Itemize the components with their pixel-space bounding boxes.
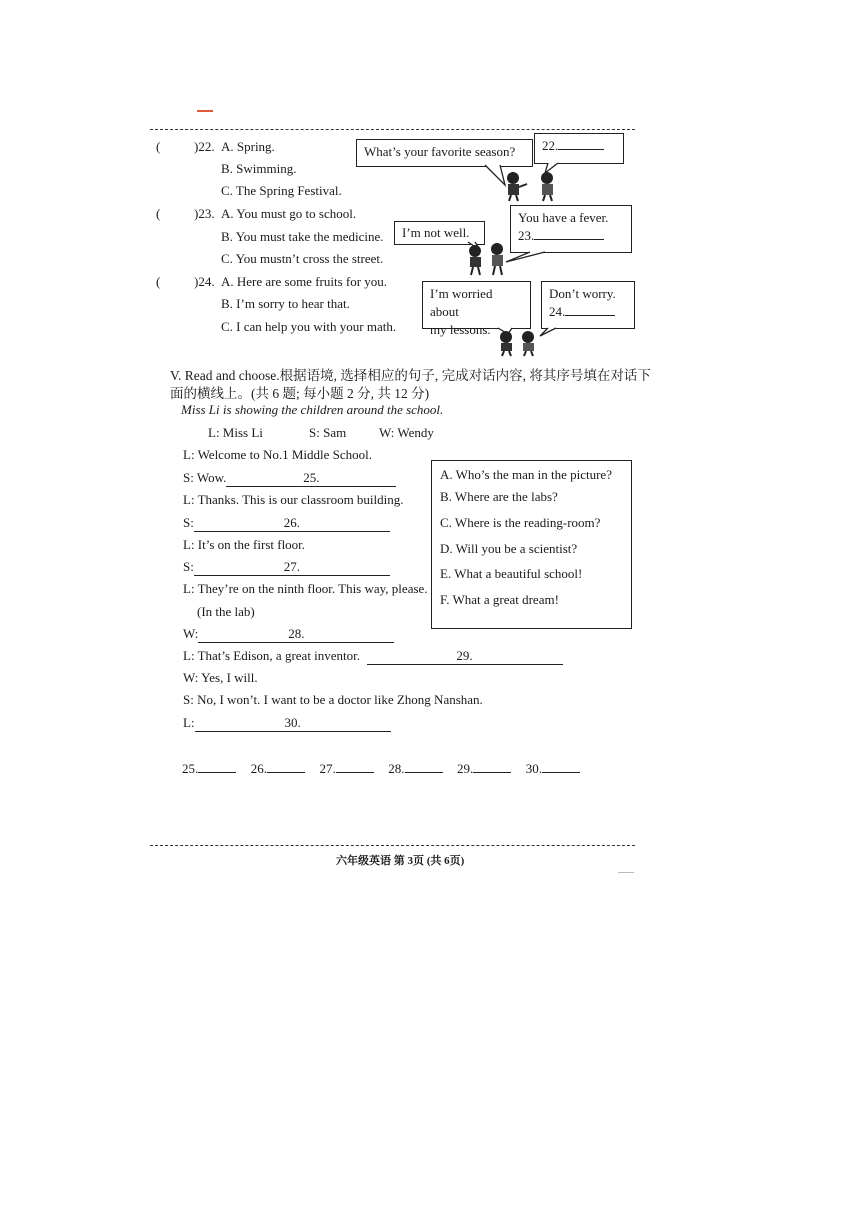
line-prefix: S: Wow. bbox=[183, 470, 227, 485]
bubble-text: What’s your favorite season? bbox=[364, 144, 516, 159]
option-a: A. You must go to school. bbox=[221, 206, 357, 221]
dialogue-line-12: S: No, I won’t. I want to be a doctor like Zhong Nanshan. bbox=[183, 692, 483, 707]
blank-28[interactable]: 28. bbox=[198, 626, 394, 643]
blank-27[interactable]: 27. bbox=[194, 559, 390, 576]
question-number: )24. bbox=[194, 274, 215, 289]
answer-blank[interactable] bbox=[558, 149, 604, 150]
line-prefix: S: bbox=[183, 515, 194, 530]
dialogue-line-8: (In the lab) bbox=[197, 604, 255, 619]
answer-label-30: 30. bbox=[525, 761, 542, 776]
dialogue-intro: Miss Li is showing the children around the school. bbox=[181, 402, 444, 417]
answer-row bbox=[182, 761, 580, 777]
answer-blank[interactable] bbox=[565, 315, 615, 316]
page-footer: 六年级英语 第 3页 (共 6页) bbox=[336, 855, 465, 867]
bottom-divider bbox=[150, 845, 635, 846]
speech-bubble-worry bbox=[422, 281, 531, 337]
question-number: )22. bbox=[194, 139, 215, 154]
option-f: F. What a great dream! bbox=[440, 592, 559, 607]
speech-bubble-question bbox=[356, 139, 533, 167]
answer-blank[interactable] bbox=[534, 239, 604, 240]
bubble-answer-label: 23. bbox=[518, 228, 535, 243]
blank-26[interactable]: 26. bbox=[194, 515, 390, 532]
dialogue-line-2 bbox=[183, 470, 396, 487]
option-c: C. You mustn’t cross the street. bbox=[221, 251, 384, 266]
option-a: A. Spring. bbox=[221, 139, 275, 154]
speech-bubble-answer bbox=[534, 133, 624, 164]
answer-blank-27[interactable] bbox=[336, 772, 374, 773]
blank-29[interactable]: 29. bbox=[367, 648, 563, 665]
answer-blank-26[interactable] bbox=[267, 772, 305, 773]
speaker-miss-li: L: Miss Li bbox=[208, 425, 263, 440]
question-number: )23. bbox=[194, 206, 215, 221]
option-e: E. What a beautiful school! bbox=[440, 566, 583, 581]
option-b: B. Swimming. bbox=[221, 161, 297, 176]
speech-bubble-answer bbox=[541, 281, 635, 329]
speaker-wendy: W: Wendy bbox=[379, 425, 434, 440]
answer-label-25: 25. bbox=[182, 761, 199, 776]
option-b: B. You must take the medicine. bbox=[221, 229, 384, 244]
option-c: C. I can help you with your math. bbox=[221, 319, 397, 334]
dialogue-line-11: W: Yes, I will. bbox=[183, 670, 258, 685]
option-c: C. The Spring Festival. bbox=[221, 183, 342, 198]
scan-mark bbox=[197, 110, 213, 112]
answer-blank-28[interactable] bbox=[405, 772, 443, 773]
line-prefix: L: bbox=[183, 715, 195, 730]
blank-30[interactable]: 30. bbox=[195, 715, 391, 732]
dialogue-line-4 bbox=[183, 515, 390, 532]
dialogue-line-7: L: They’re on the ninth floor. This way, please. bbox=[183, 581, 428, 596]
dialogue-line-13 bbox=[183, 715, 391, 732]
paren-open: ( bbox=[156, 206, 161, 221]
option-d: D. Will you be a scientist? bbox=[440, 541, 578, 556]
answer-blank-30[interactable] bbox=[542, 772, 580, 773]
line-prefix: W: bbox=[183, 626, 199, 641]
options-box bbox=[431, 460, 632, 629]
top-divider bbox=[150, 129, 635, 130]
bubble-line-1: Don’t worry. bbox=[549, 286, 616, 301]
bubble-line-1: You have a fever. bbox=[518, 210, 609, 225]
kids-illustration bbox=[496, 330, 546, 356]
bubble-line-1: I’m worried about bbox=[430, 286, 493, 319]
option-c: C. Where is the reading-room? bbox=[440, 515, 601, 530]
section-heading-line-1: V. Read and choose.根据语境, 选择相应的句子, 完成对话内容, 将其序号填在对话下 bbox=[170, 368, 651, 383]
section-heading-line-2: 面的横线上。(共 6 题; 每小题 2 分, 共 12 分) bbox=[170, 386, 430, 401]
answer-label-28: 28. bbox=[388, 761, 405, 776]
answer-blank-25[interactable] bbox=[198, 772, 236, 773]
line-prefix: S: bbox=[183, 559, 194, 574]
paren-open: ( bbox=[156, 139, 161, 154]
dialogue-line-1: L: Welcome to No.1 Middle School. bbox=[183, 447, 372, 462]
scan-mark-bottom bbox=[618, 872, 634, 873]
kids-illustration bbox=[503, 170, 563, 202]
speaker-sam: S: Sam bbox=[309, 425, 347, 440]
bubble-answer-label: 24. bbox=[549, 304, 566, 319]
answer-blank-29[interactable] bbox=[473, 772, 511, 773]
answer-label-27: 27. bbox=[319, 761, 336, 776]
dialogue-line-10 bbox=[183, 648, 563, 665]
dialogue-line-3: L: Thanks. This is our classroom building. bbox=[183, 492, 404, 507]
option-a: A. Here are some fruits for you. bbox=[221, 274, 388, 289]
bubble-line-2: my lessons. bbox=[430, 322, 491, 337]
bubble-text: I’m not well. bbox=[402, 225, 470, 240]
option-a: A. Who’s the man in the picture? bbox=[440, 467, 612, 482]
dialogue-line-9 bbox=[183, 626, 394, 643]
speech-bubble-answer bbox=[510, 205, 632, 253]
kids-illustration bbox=[465, 242, 515, 276]
paren-open: ( bbox=[156, 274, 161, 289]
line-prefix: L: That’s Edison, a great inventor. bbox=[183, 648, 361, 663]
option-b: B. I’m sorry to hear that. bbox=[221, 296, 350, 311]
bubble-answer-label: 22. bbox=[542, 138, 559, 153]
answer-label-29: 29. bbox=[457, 761, 474, 776]
answer-label-26: 26. bbox=[250, 761, 267, 776]
option-b: B. Where are the labs? bbox=[440, 489, 558, 504]
dialogue-line-5: L: It’s on the first floor. bbox=[183, 537, 306, 552]
dialogue-line-6 bbox=[183, 559, 390, 576]
blank-25[interactable]: 25. bbox=[226, 470, 396, 487]
bubble-tail-right bbox=[0, 0, 1, 1]
